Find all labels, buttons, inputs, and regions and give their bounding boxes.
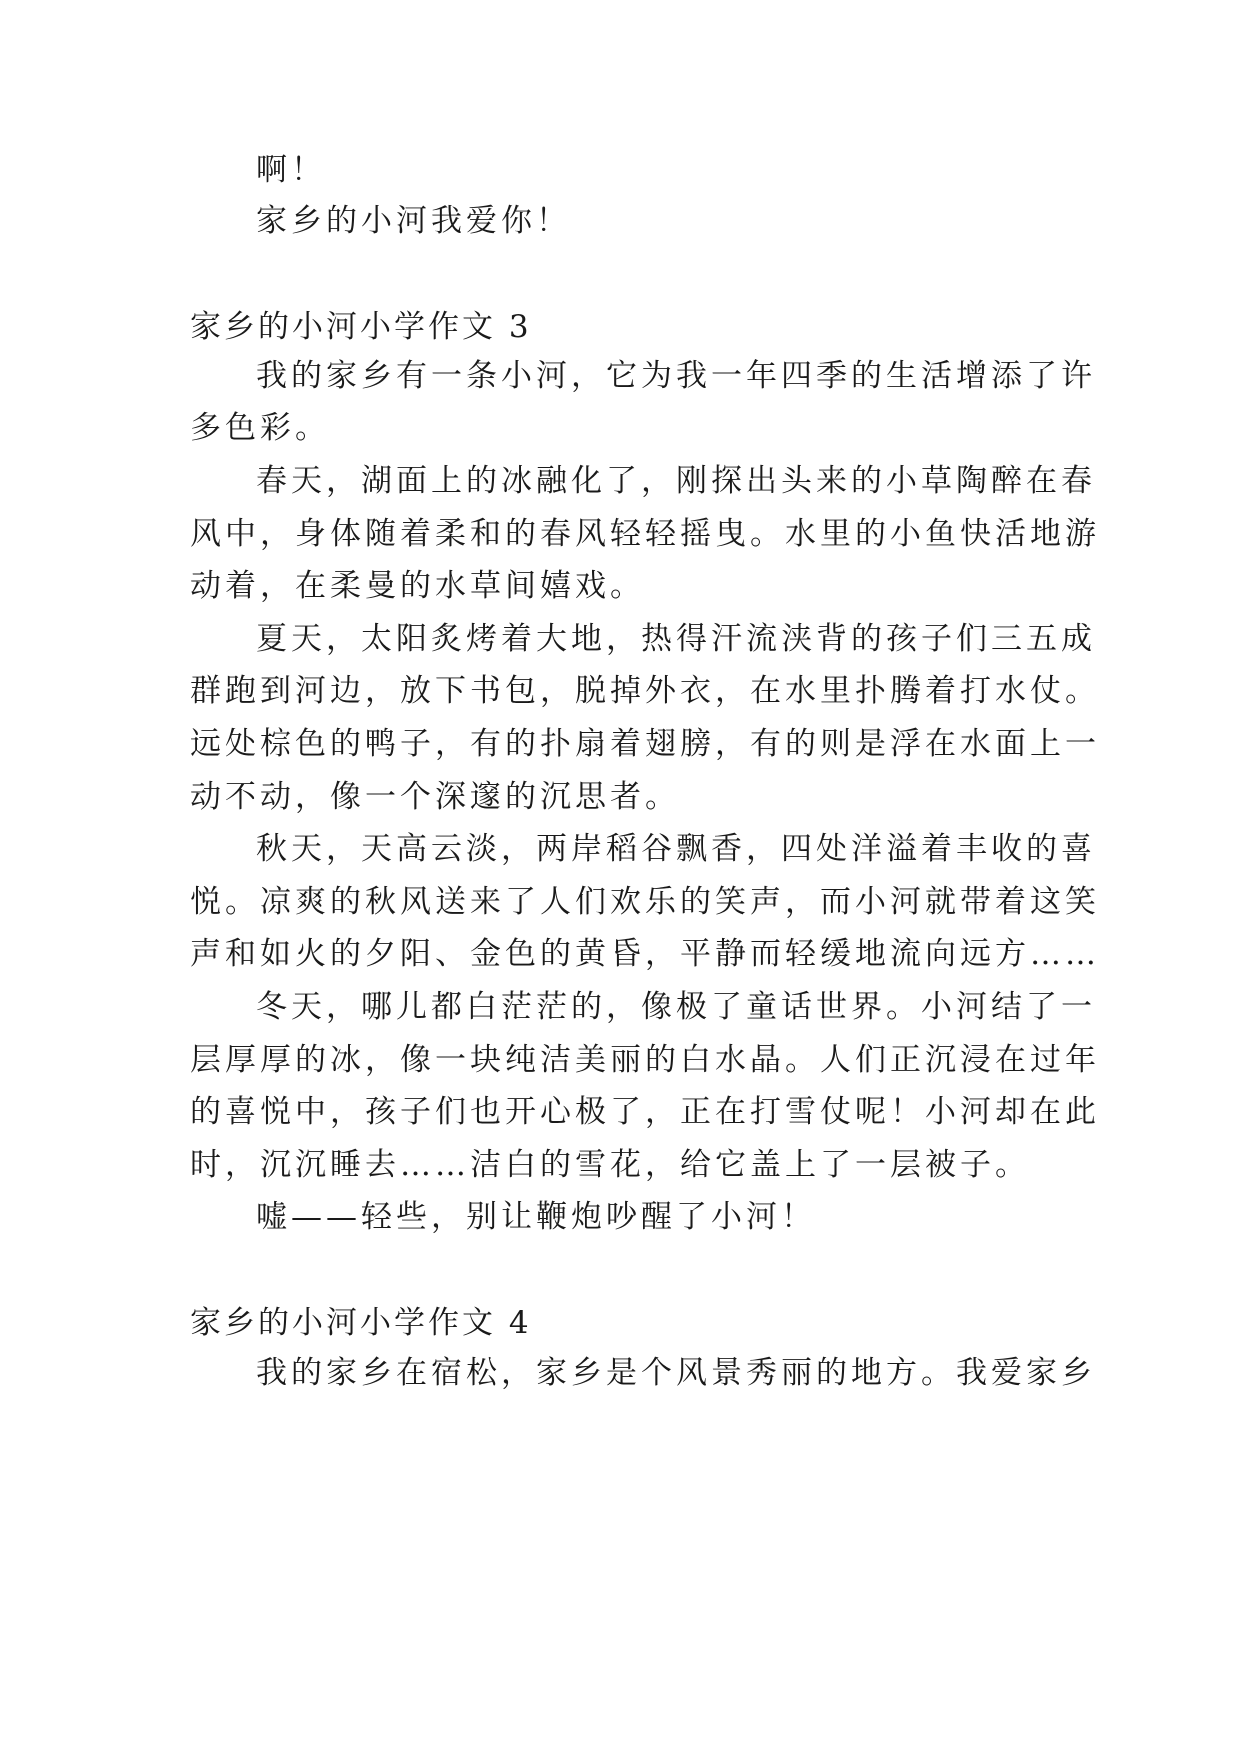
text-line: 秋天，天高云淡，两岸稻谷飘香，四处洋溢着丰收的喜 [256, 831, 1096, 867]
text-line: 风中，身体随着柔和的春风轻轻摇曳。水里的小鱼快活地游 [190, 516, 1100, 552]
section-title: 家乡的小河小学作文 4 [190, 1305, 532, 1341]
section-title: 家乡的小河小学作文 3 [190, 309, 532, 345]
text-line: 动不动，像一个深邃的沉思者。 [190, 779, 680, 815]
text-line: 动着，在柔曼的水草间嬉戏。 [190, 568, 645, 604]
text-line: 夏天，太阳炙烤着大地，热得汗流浃背的孩子们三五成 [256, 621, 1096, 657]
text-line: 远处棕色的鸭子，有的扑扇着翅膀，有的则是浮在水面上一 [190, 726, 1100, 762]
text-line: 群跑到河边，放下书包，脱掉外衣，在水里扑腾着打水仗。 [190, 673, 1100, 709]
text-line: 悦。凉爽的秋风送来了人们欢乐的笑声，而小河就带着这笑 [190, 884, 1100, 920]
text-line: 冬天，哪儿都白茫茫的，像极了童话世界。小河结了一 [256, 989, 1096, 1025]
text-line: 我的家乡有一条小河，它为我一年四季的生活增添了许 [256, 358, 1096, 394]
text-line: 层厚厚的冰，像一块纯洁美丽的白水晶。人们正沉浸在过年 [190, 1042, 1100, 1078]
text-line: 嘘——轻些，别让鞭炮吵醒了小河！ [256, 1199, 816, 1235]
text-line: 家乡的小河我爱你！ [256, 203, 571, 239]
text-line: 啊！ [256, 152, 326, 188]
text-line: 的喜悦中，孩子们也开心极了，正在打雪仗呢！小河却在此 [190, 1094, 1100, 1130]
text-line: 春天，湖面上的冰融化了，刚探出头来的小草陶醉在春 [256, 463, 1096, 499]
text-line: 时，沉沉睡去……洁白的雪花，给它盖上了一层被子。 [190, 1147, 1030, 1183]
text-line: 声和如火的夕阳、金色的黄昏，平静而轻缓地流向远方…… [190, 936, 1100, 972]
text-line: 多色彩。 [190, 410, 330, 446]
text-line: 我的家乡在宿松，家乡是个风景秀丽的地方。我爱家乡 [256, 1355, 1096, 1391]
